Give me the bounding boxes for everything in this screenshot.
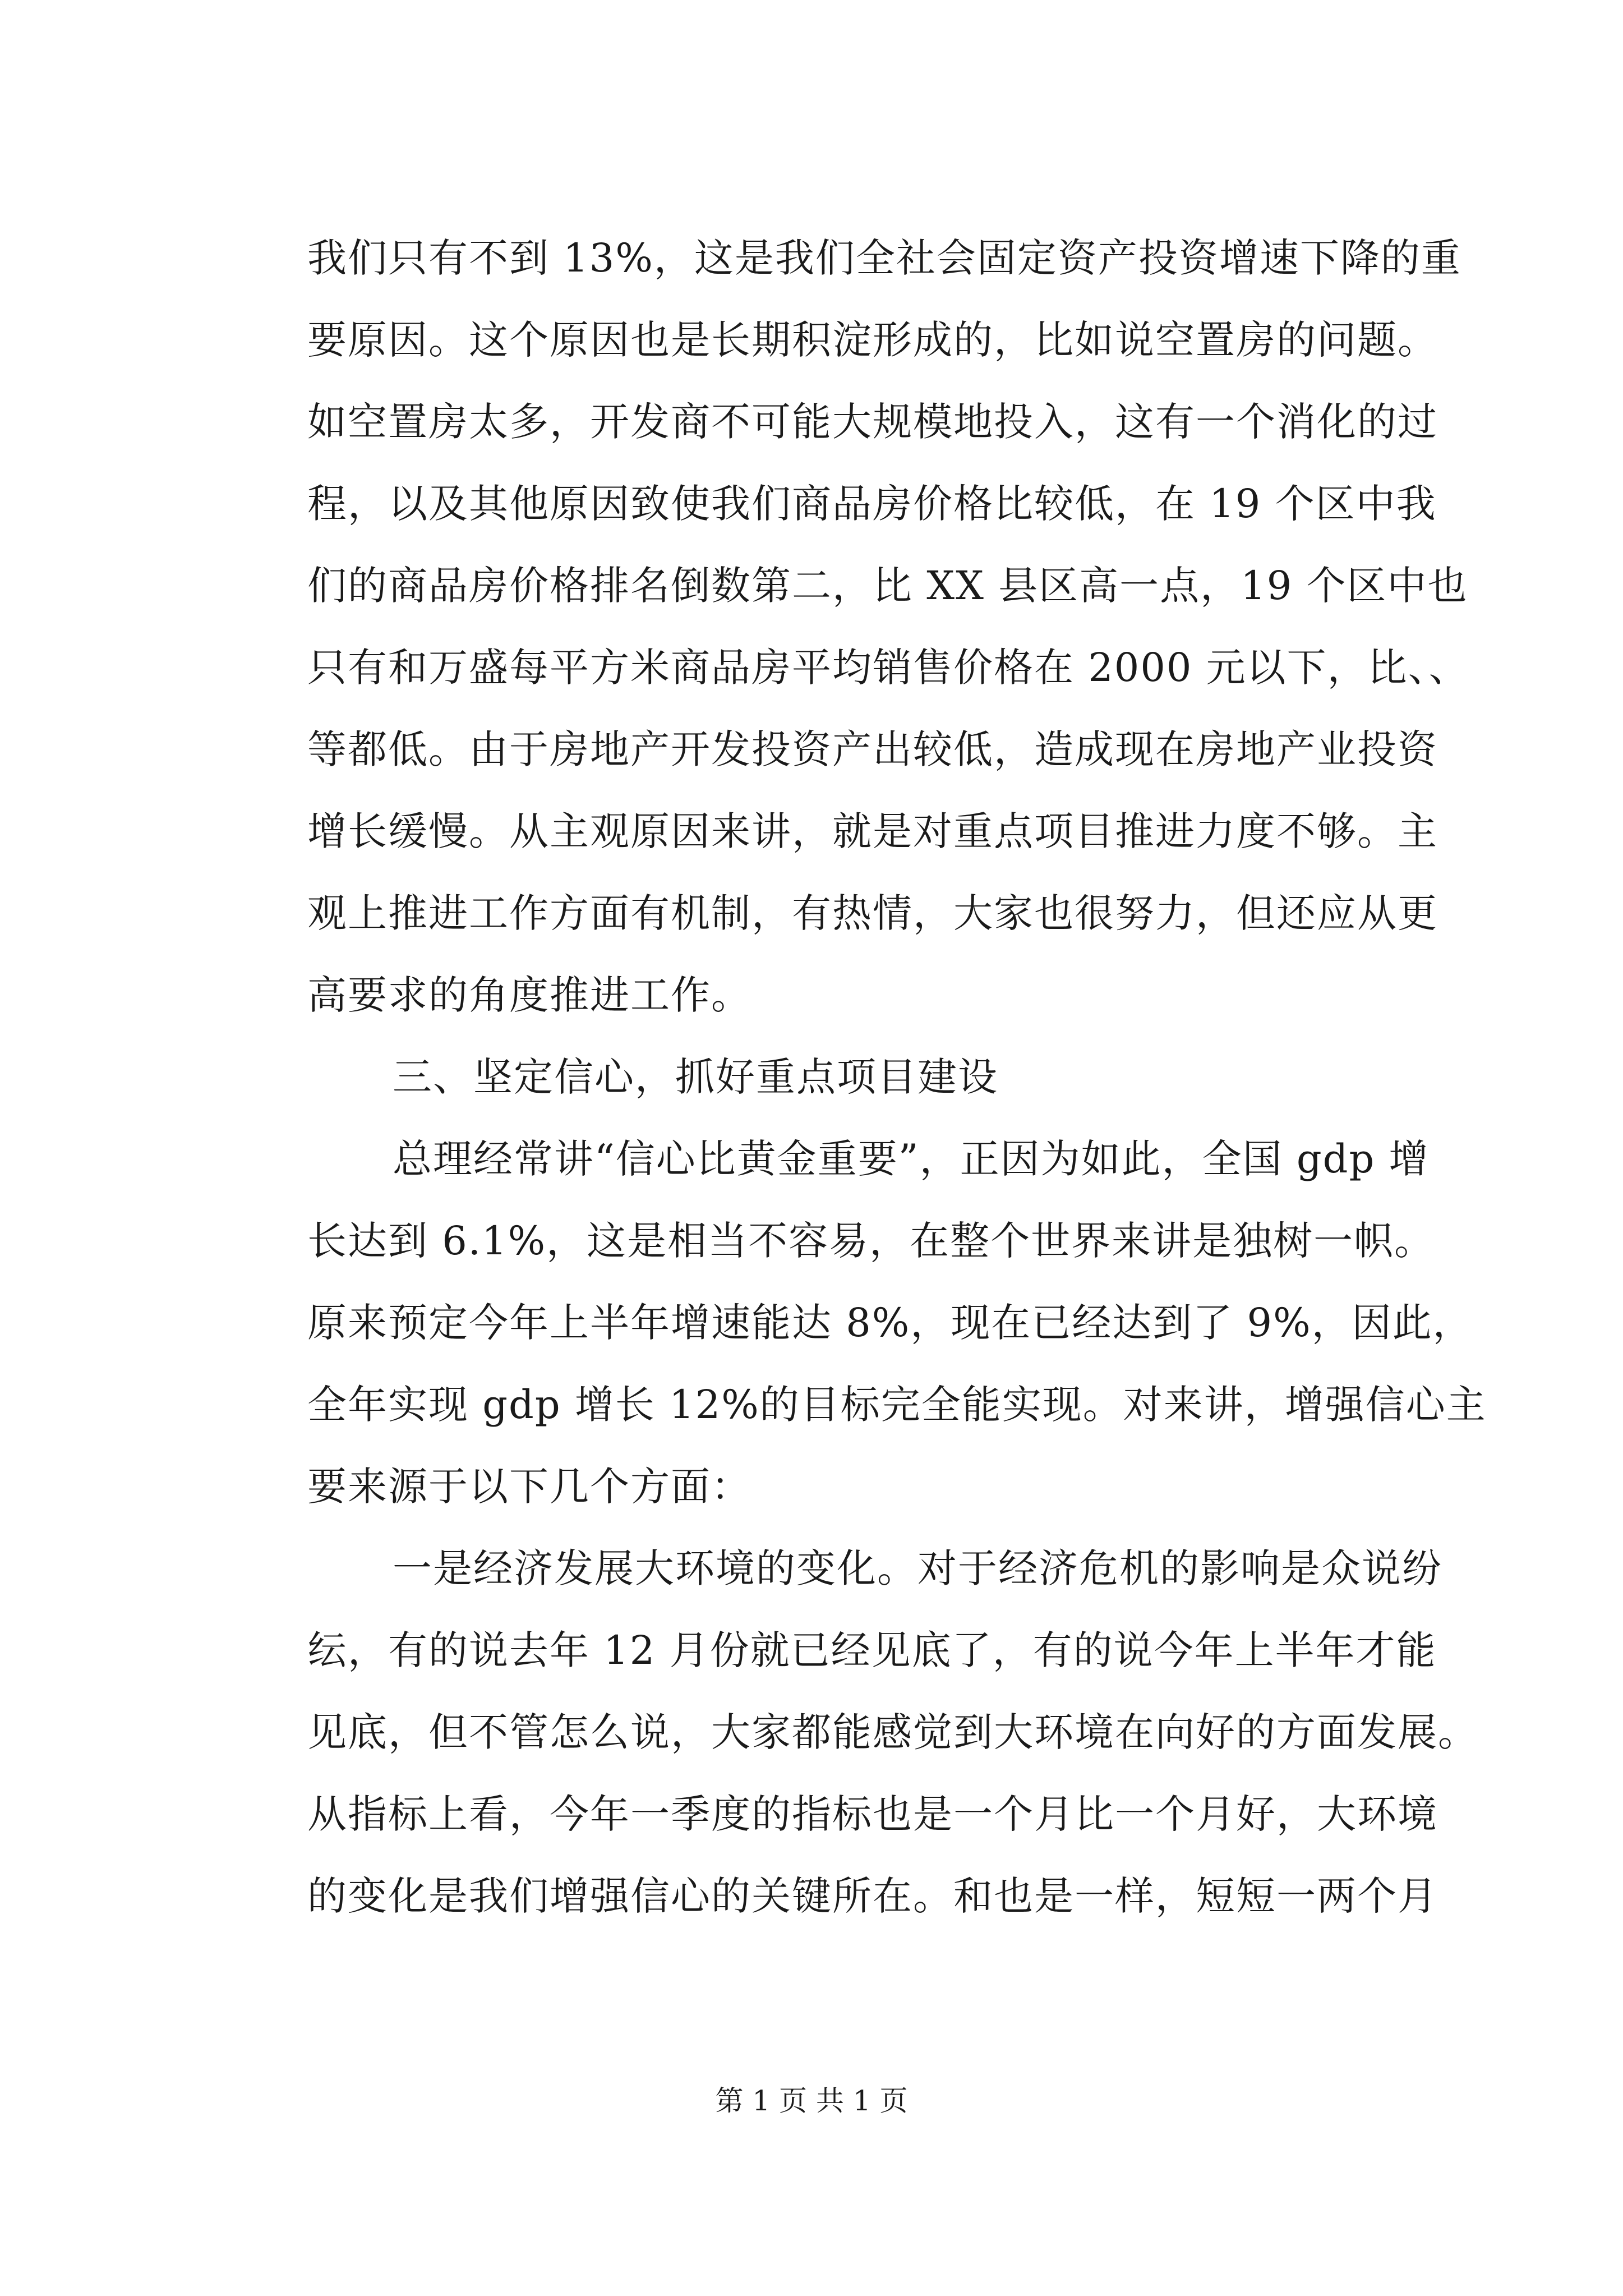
section-heading: 三、坚定信心，抓好重点项目建设 [393, 1054, 998, 1100]
text-line: 增长缓慢。从主观原因来讲，就是对重点项目推进力度不够。主 [307, 808, 1438, 854]
text-line: 我们只有不到 13%，这是我们全社会固定资产投资增速下降的重 [307, 235, 1461, 281]
text-line: 要原因。这个原因也是长期积淀形成的，比如说空置房的问题。 [307, 317, 1438, 363]
page-number-footer: 第 1 页 共 1 页 [715, 2085, 908, 2117]
text-line: 高要求的角度推进工作。 [307, 972, 751, 1018]
text-line: 原来预定今年上半年增速能达 8%，现在已经达到了 9%，因此， [307, 1300, 1473, 1346]
text-line: 观上推进工作方面有机制，有热情，大家也很努力，但还应从更 [307, 890, 1438, 936]
text-line: 程，以及其他原因致使我们商品房价格比较低，在 19 个区中我 [307, 481, 1437, 527]
text-line: 如空置房太多，开发商不可能大规模地投入，这有一个消化的过 [307, 399, 1438, 445]
text-line: 们的商品房价格排名倒数第二，比 XX 县区高一点，19 个区中也 [307, 563, 1468, 609]
text-line: 的变化是我们增强信心的关键所在。和也是一样，短短一两个月 [307, 1873, 1438, 1919]
text-line: 总理经常讲“信心比黄金重要”，正因为如此，全国 gdp 增 [393, 1136, 1430, 1182]
text-line: 等都低。由于房地产开发投资产出较低，造成现在房地产业投资 [307, 726, 1438, 772]
text-line: 一是经济发展大环境的变化。对于经济危机的影响是众说纷 [393, 1545, 1442, 1591]
text-line: 见底，但不管怎么说，大家都能感觉到大环境在向好的方面发展。 [307, 1709, 1478, 1755]
text-line: 从指标上看，今年一季度的指标也是一个月比一个月好，大环境 [307, 1791, 1438, 1837]
text-line: 要来源于以下几个方面： [307, 1464, 751, 1510]
text-line: 全年实现 gdp 增长 12%的目标完全能实现。对来讲，增强信心主 [307, 1382, 1487, 1428]
text-line: 纭，有的说去年 12 月份就已经见底了，有的说今年上半年才能 [307, 1627, 1437, 1673]
text-line: 长达到 6.1%，这是相当不容易，在整个世界来讲是独树一帜。 [307, 1218, 1435, 1264]
text-line: 只有和万盛每平方米商品房平均销售价格在 2000 元以下，比、、 [307, 645, 1469, 691]
